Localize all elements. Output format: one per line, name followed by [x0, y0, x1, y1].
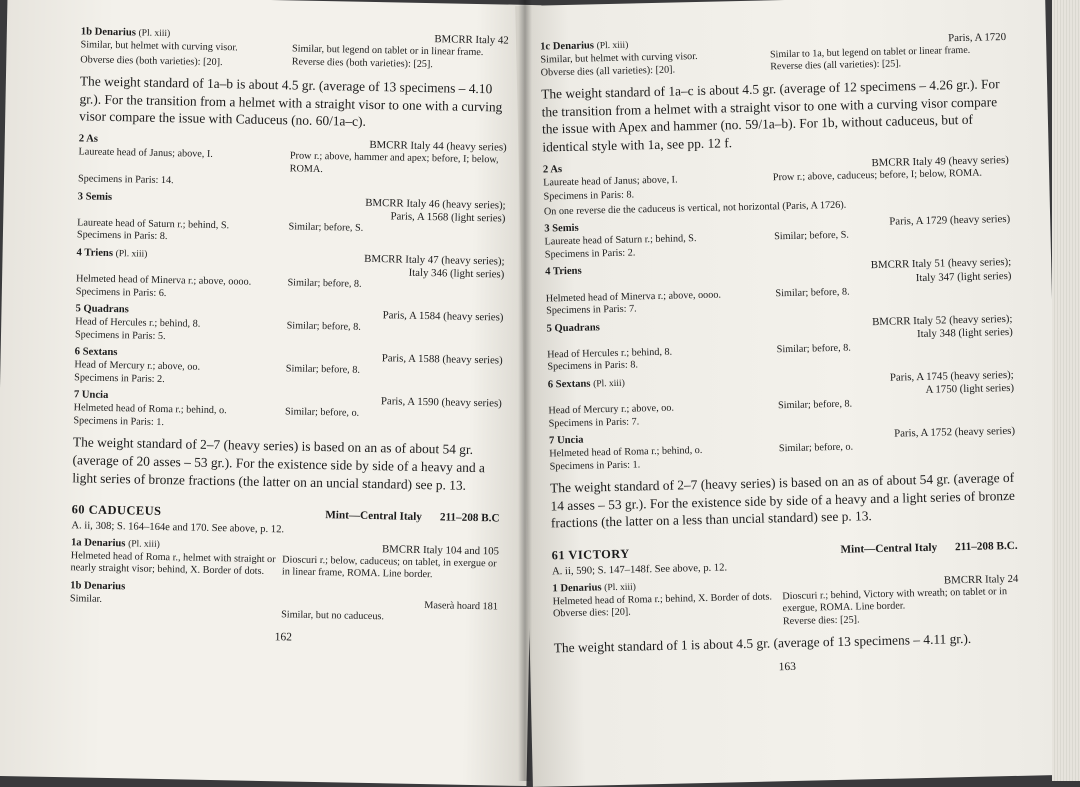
reverse-desc: Similar to 1a, but legend on tablet or linear frame. — [769, 44, 971, 61]
entry-2-as — [78, 133, 507, 194]
entry-5-quadrans — [75, 303, 504, 349]
entry-7-uncia — [73, 389, 502, 435]
catalog-ref-2: Paris, A 1568 (light series) — [390, 210, 506, 225]
obverse-desc: Helmeted head of Roma r., helmet with straight or nearly straight visor; behind, X. Border of dots. — [70, 550, 276, 578]
reverse-desc: Similar; before, S. — [774, 230, 849, 243]
date-range: 211–208 B.C — [439, 511, 500, 525]
entry-1b-denarius-2 — [70, 580, 499, 626]
entry-title: 1c Denarius — [540, 40, 595, 53]
catalog-ref-2: Italy 347 (light series) — [915, 269, 1012, 284]
obverse-desc: Laureate head of Janus; above, I. — [78, 146, 213, 161]
reverse-desc: Similar; before, o. — [778, 441, 854, 455]
obverse-desc: Head of Hercules r.; behind, 8. — [75, 316, 201, 330]
plate-ref: (Pl. xiii) — [604, 582, 637, 593]
mint-label: Mint—Central Italy — [325, 509, 423, 524]
plate-ref: (Pl. xiii) — [115, 248, 148, 260]
specimens-count: Specimens in Paris: 8. — [76, 229, 168, 243]
right-page — [515, 0, 1063, 787]
reverse-desc: Similar; before, 8. — [285, 363, 361, 377]
entry-title: 1b Denarius — [80, 26, 136, 39]
catalog-ref-2: Italy 348 (light series) — [916, 325, 1013, 340]
reverse-desc: Similar; before, S. — [288, 221, 364, 234]
entry-title: 2 As — [542, 163, 563, 176]
plate-ref: (Pl. xiii) — [596, 40, 629, 52]
reverse-desc: Dioscuri r.; behind, Victory with wreath; on tablet or in exergue, ROMA. Line border. — [782, 585, 1008, 615]
entry-title: 5 Quadrans — [546, 321, 600, 335]
obverse-desc: Helmeted head of Roma r.; behind, o. — [549, 445, 703, 460]
weight-standard-paragraph: The weight standard of 1a–b is about 4.5 gr. (average of 13 specimens – 4.10 gr.). For the transition from a helmet with a straight visor to one with a curving visor compare the issue with Caduceus (no. 60/1a–c). — [79, 73, 503, 130]
reverse-dies: Reverse dies (both varieties): [25]. — [291, 56, 434, 70]
specimens-count: Specimens in Paris: 5. — [74, 328, 166, 342]
catalog-ref: Maserà hoard 181 — [424, 599, 498, 613]
mint-label: Mint—Central Italy — [840, 541, 938, 556]
catalog-ref: BMCRR Italy 49 (heavy series) — [871, 153, 1009, 169]
entry-4-triens — [545, 256, 1012, 318]
entry-title: 3 Semis — [77, 190, 113, 203]
obverse-desc: Helmeted head of Roma r.; behind, o. — [73, 402, 227, 417]
obverse-desc: Head of Mercury r.; above, oo. — [74, 359, 201, 373]
entry-1c-denarius — [540, 31, 1007, 80]
catalog-ref: Paris, A 1590 (heavy series) — [380, 395, 502, 410]
obverse-desc: Helmeted head of Minerva r.; above, oooo. — [545, 289, 722, 305]
specimens-count: Specimens in Paris: 7. — [548, 415, 640, 430]
obverse-desc: Similar, but helmet with curving visor. — [80, 39, 238, 54]
catalog-ref: Paris, A 1752 (heavy series) — [894, 424, 1016, 440]
entry-6-sextans — [548, 369, 1015, 431]
specimens-count: Specimens in Paris: 6. — [75, 285, 167, 299]
specimens-count: Specimens in Paris: 1. — [549, 458, 641, 473]
catalog-ref: BMCRR Italy 52 (heavy series); — [871, 312, 1013, 328]
entry-4-triens — [76, 247, 505, 306]
section-title: 61 VICTORY — [551, 546, 630, 563]
entry-3-semis — [544, 213, 1011, 262]
specimens-count: Specimens in Paris: 8. — [547, 359, 639, 373]
date-range: 211–208 B.C. — [954, 539, 1018, 554]
catalog-ref: Paris, A 1588 (heavy series) — [381, 352, 503, 367]
entry-title: 7 Uncia — [73, 389, 109, 402]
bibliography: A. ii, 590; S. 147–148f. See above, p. 12. — [551, 562, 728, 578]
entry-2-as — [543, 154, 1010, 219]
reverse-desc: Dioscuri r.; below, caduceus; on tablet, in exergue or in linear frame, ROMA. Line border. — [281, 554, 497, 581]
obverse-desc: Laureate head of Saturn r.; behind, S. — [544, 233, 697, 248]
weight-standard-paragraph: The weight standard of 1 is about 4.5 gr. (average of 13 specimens – 4.11 gr.). — [553, 631, 972, 656]
catalog-ref-2: A 1750 (light series) — [925, 381, 1015, 396]
entry-title: 7 Uncia — [548, 434, 584, 447]
catalog-ref-2: Italy 346 (light series) — [408, 266, 505, 281]
specimens-count: Specimens in Paris: 1. — [73, 415, 165, 428]
reverse-dies: Reverse dies (all varieties): [25]. — [770, 58, 902, 73]
reverse-dies: Reverse dies: [25]. — [782, 614, 860, 627]
entry-3-semis — [77, 191, 506, 250]
entry-title: 1 Denarius — [552, 581, 602, 595]
obverse-desc: Similar. — [69, 593, 103, 605]
obverse-desc: Head of Hercules r.; behind, 8. — [547, 346, 673, 361]
catalog-ref: Paris, A 1720 — [948, 30, 1007, 45]
catalog-ref: Paris, A 1729 (heavy series) — [889, 213, 1011, 228]
section-title: 60 CADUCEUS — [71, 502, 162, 519]
obverse-dies: Obverse dies (all varieties): [20]. — [540, 64, 676, 79]
plate-ref: (Pl. xiii) — [593, 378, 625, 390]
entry-title: 1b Denarius — [70, 580, 126, 593]
reverse-desc: Similar; before, 8. — [776, 342, 851, 356]
reverse-desc: Similar; before, 8. — [286, 320, 361, 333]
obverse-desc: Helmeted head of Roma r.; behind, X. Border of dots. — [552, 591, 773, 608]
entry-title: 5 Quadrans — [75, 303, 129, 316]
page-number: 163 — [778, 660, 797, 674]
weight-standard-paragraph: The weight standard of 2–7 (heavy series) is based on an as of about 54 gr. (average of 14 asses – 53 gr.). For the existence side by side of a heavy and a light series of bronze fractions (the latter on a less than uncial standard) see p. 13. — [549, 469, 1016, 531]
reverse-desc: Similar; before, 8. — [777, 398, 853, 412]
specimens-count: Specimens in Paris: 14. — [77, 173, 174, 187]
obverse-desc: Similar, but helmet with curving visor. — [540, 51, 698, 66]
reverse-desc: Prow r.; above, caduceus; before, I; below, ROMA. — [772, 167, 983, 184]
weight-standard-paragraph: The weight standard of 2–7 (heavy series) is based on an as of about 54 gr. (average of 20 asses – 53 gr.). For the existence side by side of a heavy and a light series of bronze fractions (the latter on an uncial standard) see p. 13. — [72, 434, 486, 493]
reverse-desc: Prow r.; above, hammer and apex; before, I; below, ROMA. — [289, 150, 499, 175]
entry-1a-denarius — [70, 537, 499, 583]
obverse-dies: Obverse dies: [20]. — [552, 606, 631, 620]
specimens-count: Specimens in Paris: 2. — [544, 247, 636, 261]
reverse-desc: Similar, but no caduceus. — [281, 609, 385, 623]
reverse-desc: Similar; before, 8. — [775, 286, 850, 299]
entry-title: 6 Sextans — [74, 346, 118, 359]
entry-1-denarius — [552, 573, 1019, 634]
obverse-desc: Helmeted head of Minerva r.; above, oooo. — [76, 273, 252, 288]
bibliography: A. ii, 308; S. 164–164e and 170. See above, p. 12. — [71, 520, 285, 536]
specimens-count: Specimens in Paris: 8. — [543, 189, 635, 203]
entry-6-sextans — [74, 346, 503, 392]
plate-ref: (Pl. xiii) — [138, 28, 171, 40]
obverse-dies: Obverse dies (both varieties): [20]. — [80, 53, 223, 68]
book-spine — [518, 0, 532, 781]
obverse-desc: Laureate head of Janus; above, I. — [543, 174, 678, 189]
catalog-ref: BMCRR Italy 51 (heavy series); — [870, 256, 1012, 272]
entry-1b-denarius — [80, 26, 509, 74]
entry-title: 6 Sextans — [547, 378, 591, 391]
weight-standard-paragraph: The weight standard of 1a–c is about 4.5 gr. (average of 12 specimens – 4.26 gr.). For the transition from a helmet with a straight visor to one with a curving visor compare the issue with Apex and hammer (no. 59/1a–b). For 1b, without caduceus, but of identical style with 1a, see pp. 12 f. — [541, 76, 1000, 155]
page-number: 162 — [274, 630, 293, 644]
entry-title: 1a Denarius — [70, 537, 126, 550]
catalog-ref: Paris, A 1745 (heavy series); — [889, 368, 1014, 384]
reverse-desc: Similar, but legend on tablet or in linear frame. — [291, 43, 484, 59]
entry-title: 2 As — [78, 133, 99, 145]
entry-7-uncia — [549, 425, 1016, 474]
specimens-count: Specimens in Paris: 2. — [74, 371, 165, 385]
die-note: On one reverse die the caduceus is vertical, not horizontal (Paris, A 1726). — [543, 199, 847, 218]
catalog-ref: BMCRR Italy 42 — [434, 33, 509, 47]
catalog-ref: BMCRR Italy 24 — [943, 572, 1019, 587]
obverse-desc: Laureate head of Saturn r.; behind, S. — [77, 217, 230, 232]
catalog-ref: Paris, A 1584 (heavy series) — [382, 309, 504, 324]
catalog-ref: BMCRR Italy 46 (heavy series); — [365, 196, 506, 212]
catalog-ref: BMCRR Italy 44 (heavy series) — [369, 139, 507, 154]
catalog-ref: BMCRR Italy 104 and 105 — [381, 543, 500, 558]
reverse-desc: Similar; before, o. — [284, 406, 360, 420]
page-edges — [1052, 0, 1080, 781]
entry-title: 4 Triens — [76, 247, 114, 259]
entry-5-quadrans — [546, 312, 1013, 374]
entry-title: 4 Triens — [545, 266, 582, 278]
plate-ref: (Pl. xiii) — [128, 539, 160, 550]
obverse-desc: Head of Mercury r.; above, oo. — [548, 402, 675, 417]
catalog-ref: BMCRR Italy 47 (heavy series); — [364, 252, 505, 268]
entry-title: 3 Semis — [544, 223, 579, 235]
reverse-desc: Similar; before, 8. — [287, 277, 362, 290]
specimens-count: Specimens in Paris: 7. — [546, 303, 637, 317]
